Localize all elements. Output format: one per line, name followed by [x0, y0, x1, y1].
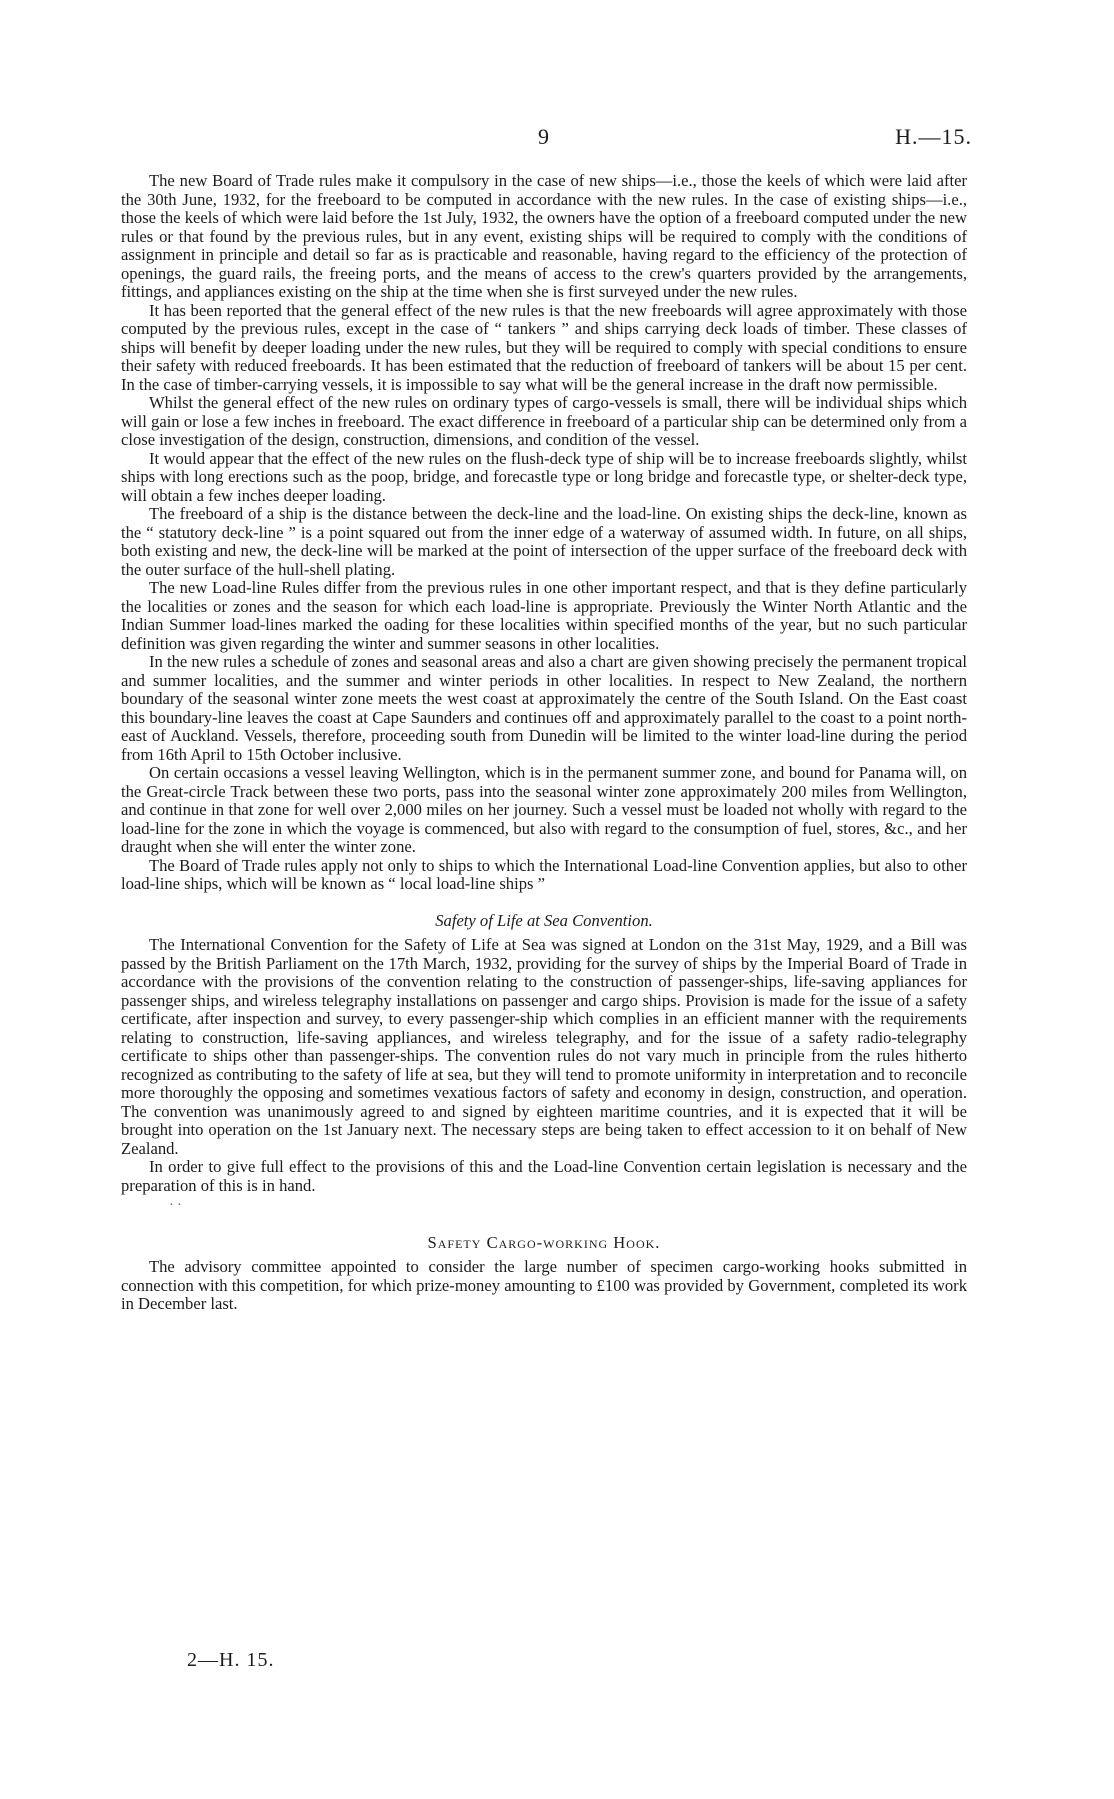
- paragraph: The freeboard of a ship is the distance between the deck-line and the load-line. On existing ships the deck-line, known as the “ statutory deck-line ” is a point squared out from the inner edge of a waterway of assumed width. In future, on all ships, both existing and new, the deck-line will be marked at the point of intersection of the upper surface of the freeboard deck with the outer surface of the hull-shell plating.: [121, 504, 967, 579]
- paragraph: The new Load-line Rules differ from the previous rules in one other important respect, and that is they define particularly the localities or zones and the season for which each load-line is appropriate. Previously the Winter North Atlantic and the Indian Summer load-lines marked the oading for these localities within specified months of the year, but no such particular definition was given regarding the winter and summer seasons in other localities.: [121, 578, 967, 653]
- section-heading-cargo-hook: Safety Cargo-working Hook.: [427, 1232, 661, 1252]
- paragraph: It has been reported that the general effect of the new rules is that the new freeboards will agree approximately with those computed by the previous rules, except in the case of “ tankers ” and ships carrying deck loads of timber. These classes of ships will benefit by deeper loading under the new rules, but they will be required to comply with special conditions to ensure their safety with reduced freeboards. It has been estimated that the reduction of freeboard of tankers will be about 15 per cent. In the case of timber-carrying vessels, it is impossible to say what will be the general increase in the draft now permissible.: [121, 300, 967, 394]
- paragraph: The new Board of Trade rules make it compulsory in the case of new ships—i.e., those the keels of which were laid after the 30th June, 1932, for the freeboard to be computed in accordance with the new rules. In the case of existing ships—i.e., those the keels of which were laid before the 1st July, 1932, the owners have the option of a freeboard computed under the new rules or that found by the previous rules, but in any event, existing ships will be required to comply with the conditions of assignment in principle and detail so far as is practicable and reasonable, having regard to the efficiency of the protection of openings, the guard rails, the freeing ports, and the means of access to the crew's quarters provided by the arrangements, fittings, and appliances existing on the ship at the time when she is first surveyed under the new rules.: [121, 171, 967, 301]
- paragraph: In the new rules a schedule of zones and seasonal areas and also a chart are given showing precisely the permanent tropical and summer localities, and the summer and winter periods in other localities. In respect to New Zealand, the northern boundary of the seasonal winter zone meets the west coast at approximately the centre of the South Island. On the East coast this boundary-line leaves the coast at Cape Saunders and continues off and approximately parallel to the coast to a point north-east of Auckland. Vessels, therefore, proceeding south from Dunedin will be limited to the winter load-line during the period from 16th April to 15th October inclusive.: [121, 652, 967, 764]
- footer-signature-mark: 2—H. 15.: [187, 1649, 275, 1671]
- paragraph: The Board of Trade rules apply not only to ships to which the International Load-line Convention applies, but also to other load-line ships, which will be known as “ local load-line ships ”: [121, 855, 967, 893]
- paragraph: Whilst the general effect of the new rules on ordinary types of cargo-vessels is small, there will be individual ships which will gain or lose a few inches in freeboard. The exact difference in freeboard of a particular ship can be determined only from a close investigation of the design, construction, dimensions, and condition of the vessel.: [121, 393, 967, 449]
- paragraph: The International Convention for the Safety of Life at Sea was signed at London on the 31st May, 1929, and a Bill was passed by the British Parliament on the 17th March, 1932, providing for the survey of ships by the Imperial Board of Trade in accordance with the provisions of the convention relating to the construction of passenger-ships, life-saving appliances for passenger ships, and wireless telegraphy installations on passenger and cargo ships. Provision is made for the issue of a safety certificate, after inspection and survey, to every passenger-ship which complies in an efficient manner with the requirements relating to construction, life-saving appliances, and wireless telegraphy, and for the issue of a safety radio-telegraphy certificate to ships other than passenger-ships. The convention rules do not vary much in principle from the rules hitherto recognized as contributing to the safety of life at sea, but they will tend to promote uniformity in interpretation and to reconcile more thoroughly the opposing and sometimes vexatious factors of safety and economy in design, construction, and operation. The convention was unanimously agreed to and signed by eighteen maritime countries, and it is expected that it will be brought into operation on the 1st January next. The necessary steps are being taken to effect accession to it on behalf of New Zealand.: [121, 935, 967, 1158]
- paragraph: The advisory committee appointed to consider the large number of specimen cargo-working hooks submitted in connection with this competition, for which prize-money amounting to £100 was provided by Government, completed its work in December last.: [121, 1257, 967, 1313]
- page-number: 9: [538, 124, 549, 149]
- paragraph: In order to give full effect to the provisions of this and the Load-line Convention certain legislation is necessary and the preparation of this is in hand.: [121, 1157, 967, 1195]
- paragraph: On certain occasions a vessel leaving Wellington, which is in the permanent summer zone, and bound for Panama will, on the Great-circle Track between these two ports, pass into the seasonal winter zone approximately 200 miles from Wellington, and continue in that zone for well over 2,000 miles on her journey. Such a vessel must be loaded not wholly with regard to the load-line for the zone in which the voyage is commenced, but also with regard to the consumption of fuel, stores, &c., and her draught when she will enter the winter zone.: [121, 763, 967, 856]
- paragraph: It would appear that the effect of the new rules on the flush-deck type of ship will be to increase freeboards slightly, whilst ships with long erections such as the poop, bridge, and forecastle type or long bridge and forecastle type, or shelter-deck type, will obtain a few inches deeper loading.: [121, 448, 967, 505]
- document-body: [121, 172, 967, 1314]
- section-heading-safety-of-life: Safety of Life at Sea Convention.: [435, 910, 653, 930]
- stray-mark: · ·: [169, 1198, 182, 1213]
- document-reference: H.—15.: [895, 124, 972, 149]
